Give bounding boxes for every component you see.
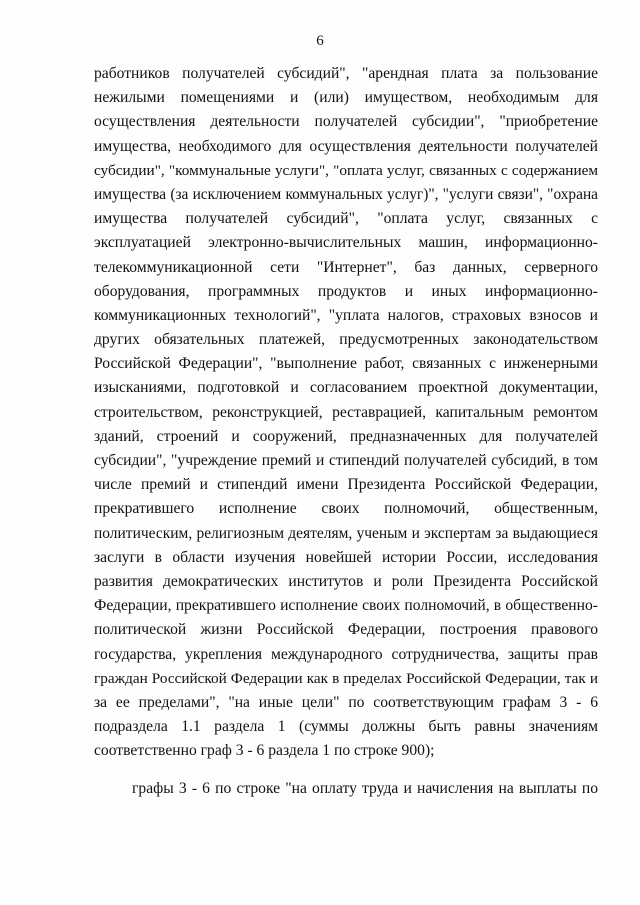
- text-line: телекоммуникационной сети "Интернет", баз данных, серверного: [94, 258, 598, 276]
- text-line: субсидии", "учреждение премий и стипендий получателей субсидий, в том: [94, 452, 598, 469]
- text-line: развития демократических институтов и роли Президента Российской: [94, 572, 598, 590]
- text-line: прекратившего исполнение своих полномочий, общественным,: [94, 500, 598, 518]
- paragraph-gap: [94, 763, 598, 777]
- text-line: нежилыми помещениями и (или) имуществом, необходимым для: [94, 89, 598, 107]
- text-line: политической жизни Российской Федерации, построения правового: [94, 621, 598, 639]
- text-line: имущества получателей субсидий", "оплата услуг, связанных с: [94, 210, 598, 228]
- text-line: строительством, реконструкцией, реставрацией, капитальным ремонтом: [94, 403, 598, 421]
- document-body: [94, 62, 598, 802]
- text-line: Российской Федерации", "выполнение работ, связанных с инженерными: [94, 355, 598, 373]
- text-line: графы 3 - 6 по строке "на оплату труда и начисления на выплаты по: [132, 780, 598, 798]
- text-line: имущества (за исключением коммунальных услуг)", "услуги связи", "охрана: [94, 185, 598, 203]
- page-number: 6: [316, 33, 324, 49]
- text-line: подраздела 1.1 раздела 1 (суммы должны быть равны значениям: [94, 718, 598, 736]
- text-line: граждан Российской Федерации как в пределах Российской Федерации, так и: [94, 669, 598, 687]
- text-line: Федерации, прекратившего исполнение своих полномочий, в общественно-: [94, 597, 598, 615]
- text-line: соответственно граф 3 - 6 раздела 1 по строке 900);: [94, 742, 435, 760]
- text-line: зданий, строений и сооружений, предназначенных для получателей: [94, 427, 598, 445]
- text-line: других обязательных платежей, предусмотренных законодательством: [94, 331, 598, 349]
- text-line: государства, укрепления международного сотрудничества, защиты прав: [94, 645, 598, 663]
- text-line: политическим, религиозным деятелям, ученым и экспертам за выдающиеся: [94, 524, 598, 542]
- text-line: оборудования, программных продуктов и иных информационно-: [94, 282, 598, 300]
- text-line: за ее пределами", "на иные цели" по соответствующим графам 3 - 6: [94, 693, 598, 711]
- text-line: заслуги в области изучения новейшей истории России, исследования: [94, 548, 598, 566]
- text-line: субсидии", "коммунальные услуги", "оплата услуг, связанных с содержанием: [94, 161, 598, 179]
- text-line: числе премий и стипендий имени Президента Российской Федерации,: [94, 476, 598, 494]
- text-line: изысканиями, подготовкой и согласованием проектной документации,: [94, 379, 598, 397]
- text-line: эксплуатацией электронно-вычислительных машин, информационно-: [94, 234, 598, 252]
- text-line: работников получателей субсидий", "арендная плата за пользование: [94, 65, 598, 82]
- text-line: коммуникационных технологий", "уплата налогов, страховых взносов и: [94, 306, 598, 324]
- text-line: имущества, необходимого для осуществления деятельности получателей: [94, 137, 598, 155]
- text-line: осуществления деятельности получателей субсидии", "приобретение: [94, 113, 598, 131]
